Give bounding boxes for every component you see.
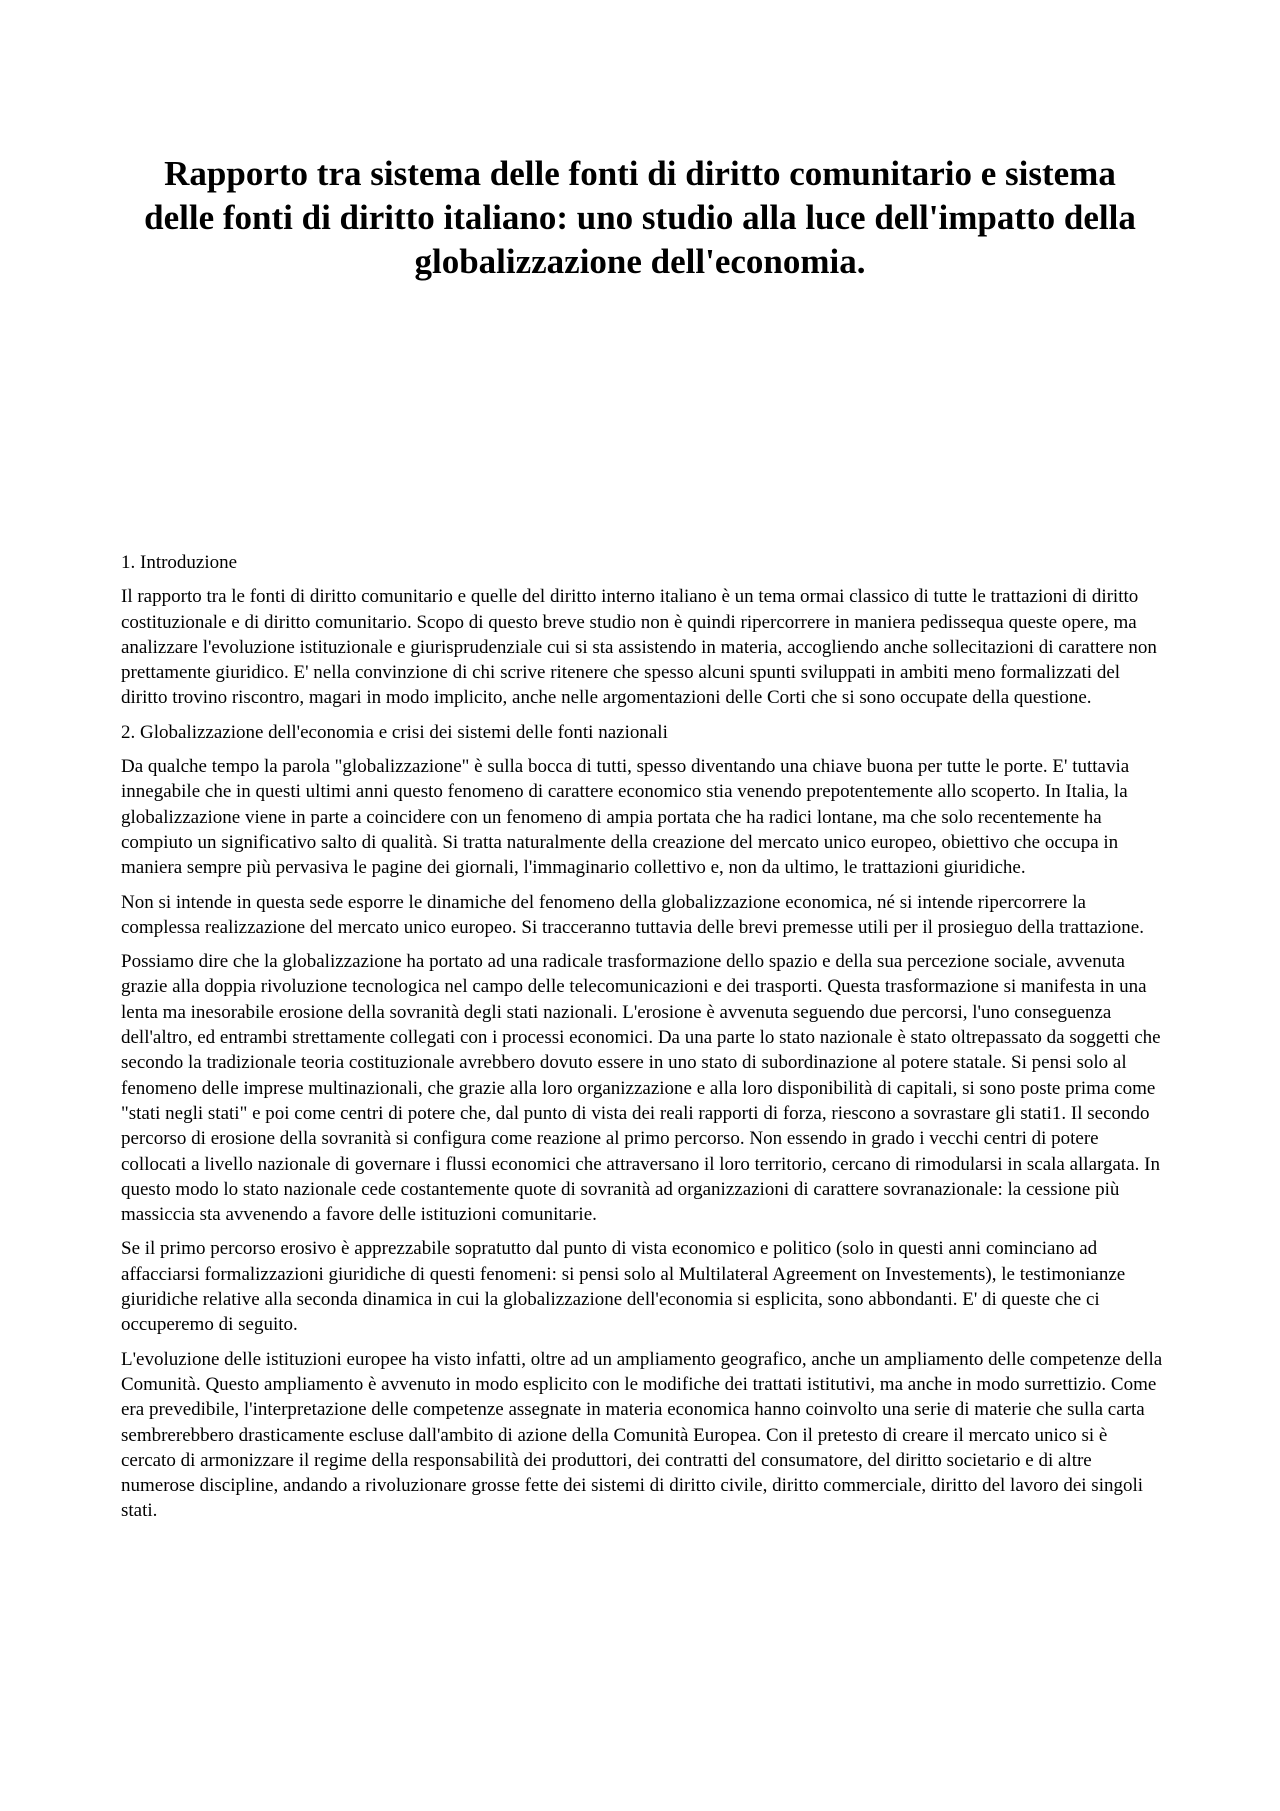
section-heading: 1. Introduzione (121, 552, 238, 573)
paragraph: Se il primo percorso erosivo è apprezzabile sopratutto dal punto di vista economico e politico (solo in questi anni cominciano ad affacciarsi formalizzazioni giuridiche di questi fenomeni: si pensi solo al Multilateral Agreement on Investements), le testimonianze giuridiche relative alla seconda dinamica in cui la globalizzazione dell'economia si esplicita, sono abbondanti. E' di queste che ci occuperemo di seguito. (121, 1238, 1126, 1336)
section-heading: 2. Globalizzazione dell'economia e crisi dei sistemi delle fonti nazionali (121, 721, 668, 743)
paragraph: Possiamo dire che la globalizzazione ha portato ad una radicale trasformazione dello spazio e della sua percezione sociale, avvenuta grazie alla doppia rivoluzione tecnologica nel campo delle telecomunicazioni e dei trasporti. Questa trasformazione si manifesta in una lenta ma inesorabile erosione della sovranità degli stati nazionali. L'erosione è avvenuta seguendo due percorsi, l'uno conseguenza dell'altro, ed entrambi strettamente collegati con i processi economici. Da una parte lo stato nazionale è stato oltrepassato da soggetti che secondo la tradizionale teoria costituzionale avrebbero dovuto essere in uno stato di subordinazione al potere statale. Si pensi solo al fenomeno delle imprese multinazionali, che grazie alla loro organizzazione e alla loro disponibilità di capitali, si sono poste prima come "stati negli stati" e poi come centri di potere che, dal punto di vista dei reali rapporti di forza, riescono a sovrastare gli stati1. Il secondo percorso di erosione della sovranità si configura come reazione al primo percorso. Non essendo in grado i vecchi centri di potere collocati a livello nazionale di governare i flussi economici che attraversano il loro territorio, cercano di rimodularsi in scala allargata. In questo modo lo stato nazionale cede costantemente quote di sovranità ad organizzazioni di carattere sovranazionale: la cessione più massiccia sta avvenendo a favore delle istituzioni comunitarie. (121, 951, 1161, 1226)
document-body (121, 550, 1164, 1533)
paragraph: Non si intende in questa sede esporre le dinamiche del fenomeno della globalizzazione economica, né si intende ripercorrere la complessa realizzazione del mercato unico europeo. Si tracceranno tuttavia delle brevi premesse utili per il prosieguo della trattazione. (121, 891, 1144, 938)
paragraph: Da qualche tempo la parola "globalizzazione" è sulla bocca di tutti, spesso diventando una chiave buona per tutte le porte. E' tuttavia innegabile che in questi ultimi anni questo fenomeno di carattere economico stia venendo prepotentemente allo scoperto. In Italia, la globalizzazione viene in parte a coincidere con un fenomeno di ampia portata che ha radici lontane, ma che solo recentemente ha compiuto un significativo salto di qualità. Si tratta naturalmente della creazione del mercato unico europeo, obiettivo che occupa in maniera sempre più pervasiva le pagine dei giornali, l'immaginario collettivo e, non da ultimo, le trattazioni giuridiche. (121, 756, 1130, 879)
paragraph: Il rapporto tra le fonti di diritto comunitario e quelle del diritto interno italiano è un tema ormai classico di tutte le trattazioni di diritto costituzionale e di diritto comunitario. Scopo di questo breve studio non è quindi ripercorrere in maniera pedissequa queste opere, ma analizzare l'evoluzione istituzionale e giurisprudenziale cui si sta assistendo in materia, accogliendo anche sollecitazioni di carattere non prettamente giuridico. E' nella convinzione di chi scrive ritenere che spesso alcuni spunti sviluppati in ambiti meno formalizzati del diritto trovino riscontro, magari in modo implicito, anche nelle argomentazioni delle Corti che si sono occupate della questione. (121, 586, 1157, 709)
section-globalizzazione (121, 720, 1164, 1524)
section-introduzione (121, 550, 1164, 711)
paragraph: L'evoluzione delle istituzioni europee ha visto infatti, oltre ad un ampliamento geografico, anche un ampliamento delle competenze della Comunità. Questo ampliamento è avvenuto in modo esplicito con le modifiche dei trattati istitutivi, ma anche in modo surrettizio. Come era prevedibile, l'interpretazione delle competenze assegnate in materia economica hanno coinvolto una serie di materie che sulla carta sembrerebbero drasticamente escluse dall'ambito di azione della Comunità Europea. Con il pretesto di creare il mercato unico si è cercato di armonizzare il regime della responsabilità dei produttori, dei contratti del consumatore, del diritto societario e di altre numerose discipline, andando a rivoluzionare grosse fette dei sistemi di diritto civile, diritto commerciale, diritto del lavoro dei singoli stati. (121, 1348, 1163, 1522)
document-title: Rapporto tra sistema delle fonti di diritto comunitario e sistema delle fonti di diritto italiano: uno studio alla luce dell'impatto della globalizzazione dell'economia. (144, 154, 1136, 281)
